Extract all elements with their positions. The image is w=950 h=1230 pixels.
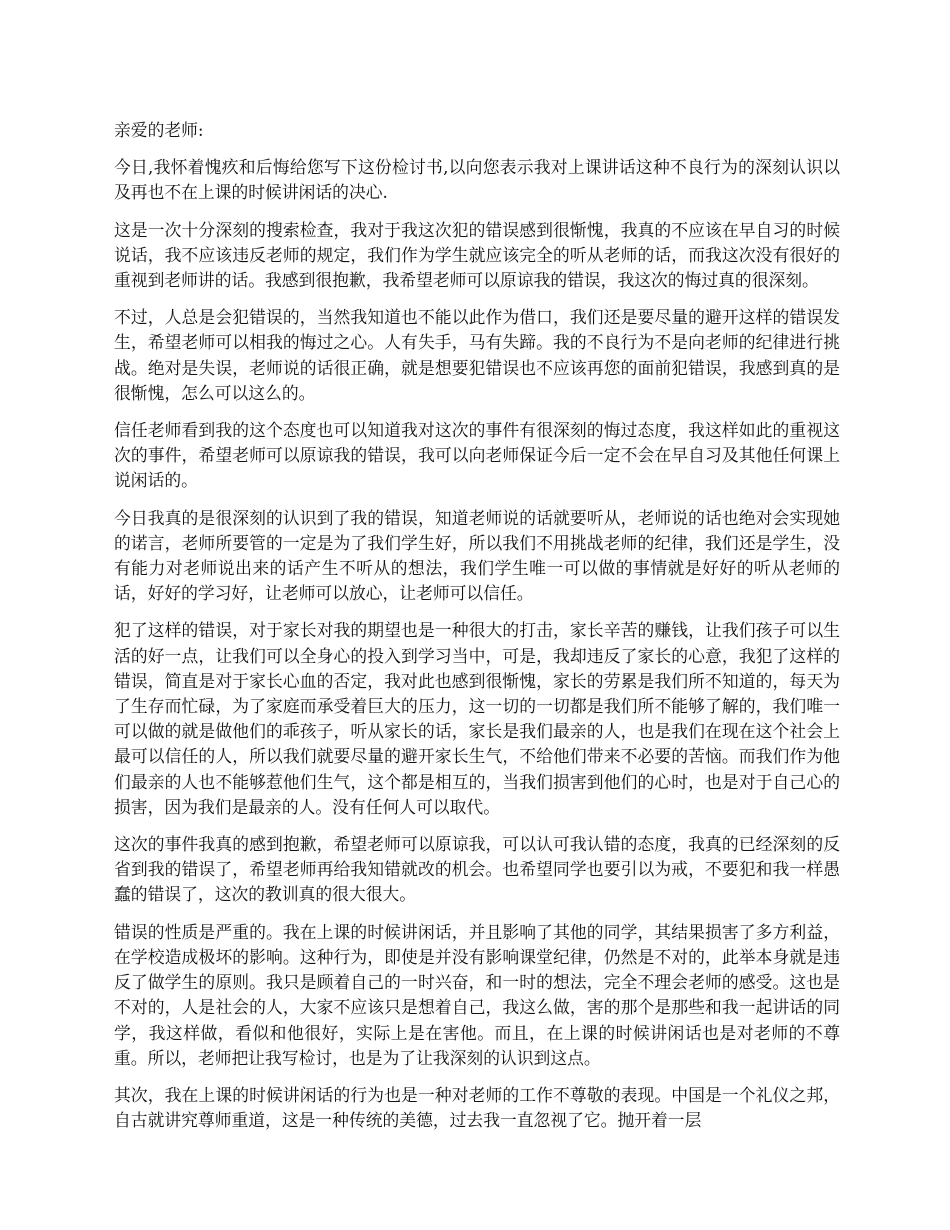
letter-paragraph: 今日我真的是很深刻的认识到了我的错误，知道老师说的话就要听从，老师说的话也绝对会实现她的诺言，老师所要管的一定是为了我们学生好，所以我们不用挑战老师的纪律，我们还是学生，没有能力对老师说出来的话产生不听从的想法，我们学生唯一可以做的事情就是好好的听从老师的话，好好的学习好，让老师可以放心，让老师可以信任。 <box>114 507 840 604</box>
letter-paragraph: 不过，人总是会犯错误的，当然我知道也不能以此作为借口，我们还是要尽量的避开这样的错误发生，希望老师可以相我的悔过之心。人有失手，马有失蹄。我的不良行为不是向老师的纪律进行挑战。绝对是失误，老师说的话很正确，就是想要犯错误也不应该再您的面前犯错误，我感到真的是很惭愧，怎么可以这么的。 <box>114 307 840 403</box>
letter-paragraph: 其次，我在上课的时候讲闲话的行为也是一种对老师的工作不尊敬的表现。中国是一个礼仪之邦，自古就讲究尊师重道，这是一种传统的美德，过去我一直忽视了它。抛开着一层 <box>114 1084 840 1131</box>
letter-paragraph: 信任老师看到我的这个态度也可以知道我对这次的事件有很深刻的悔过态度，我这样如此的重视这次的事件，希望老师可以原谅我的错误，我可以向老师保证今后一定不会在早自习及其他任何课上说闲话的。 <box>114 420 840 491</box>
letter-paragraph: 错误的性质是严重的。我在上课的时候讲闲话，并且影响了其他的同学，其结果损害了多方利益，在学校造成极坏的影响。这种行为，即使是并没有影响课堂纪律，仍然是不对的，此举本身就是违反了做学生的原则。我只是顾着自己的一时兴奋，和一时的想法，完全不理会老师的感受。这也是不对的，人是社会的人，大家不应该只是想着自己，我这么做，害的那个是那些和我一起讲话的同学，我这样做，看似和他很好，实际上是在害他。而且，在上课的时候讲闲话也是对老师的不尊重。所以，老师把让我写检讨，也是为了让我深刻的认识到这点。 <box>114 921 840 1068</box>
letter-paragraph: 犯了这样的错误，对于家长对我的期望也是一种很大的打击，家长辛苦的赚钱，让我们孩子可以生活的好一点，让我们可以全身心的投入到学习当中，可是，我却违反了家长的心意，我犯了这样的错误，简直是对于家长心血的否定，我对此也感到很惭愧，家长的劳累是我们所不知道的，每天为了生存而忙碌，为了家庭而承受着巨大的压力，这一切的一切都是我们所不能够了解的，我们唯一可以做的就是做他们的乖孩子，听从家长的话，家长是我们最亲的人，也是我们在现在这个社会上最可以信任的人，所以我们就要尽量的避开家长生气，不给他们带来不必要的苦恼。而我们作为他们最亲的人也不能够惹他们生气，这个都是相互的，当我们损害到他们的心时，也是对于自己心的损害，因为我们是最亲的人。没有任何人可以取代。 <box>114 620 840 817</box>
letter-paragraph: 这是一次十分深刻的搜索检查，我对于我这次犯的错误感到很惭愧，我真的不应该在早自习的时候说话，我不应该违反老师的规定，我们作为学生就应该完全的听从老师的话，而我这次没有很好的重视到老师讲的话。我感到很抱歉，我希望老师可以原谅我的错误，我这次的悔过真的很深刻。 <box>114 219 840 291</box>
letter-paragraph: 今日,我怀着愧疚和后悔给您写下这份检讨书,以向您表示我对上课讲话这种不良行为的深刻认识以及再也不在上课的时候讲闲话的决心. <box>114 157 840 203</box>
letter-paragraph: 这次的事件我真的感到抱歉，希望老师可以原谅我，可以认可我认错的态度，我真的已经深刻的反省到我的错误了，希望老师再给我知错就改的机会。也希望同学也要引以为戒，不要犯和我一样愚蠢的错误了，这次的教训真的很大很大。 <box>114 834 840 905</box>
letter-document <box>114 118 840 1145</box>
letter-greeting: 亲爱的老师: <box>114 120 204 140</box>
